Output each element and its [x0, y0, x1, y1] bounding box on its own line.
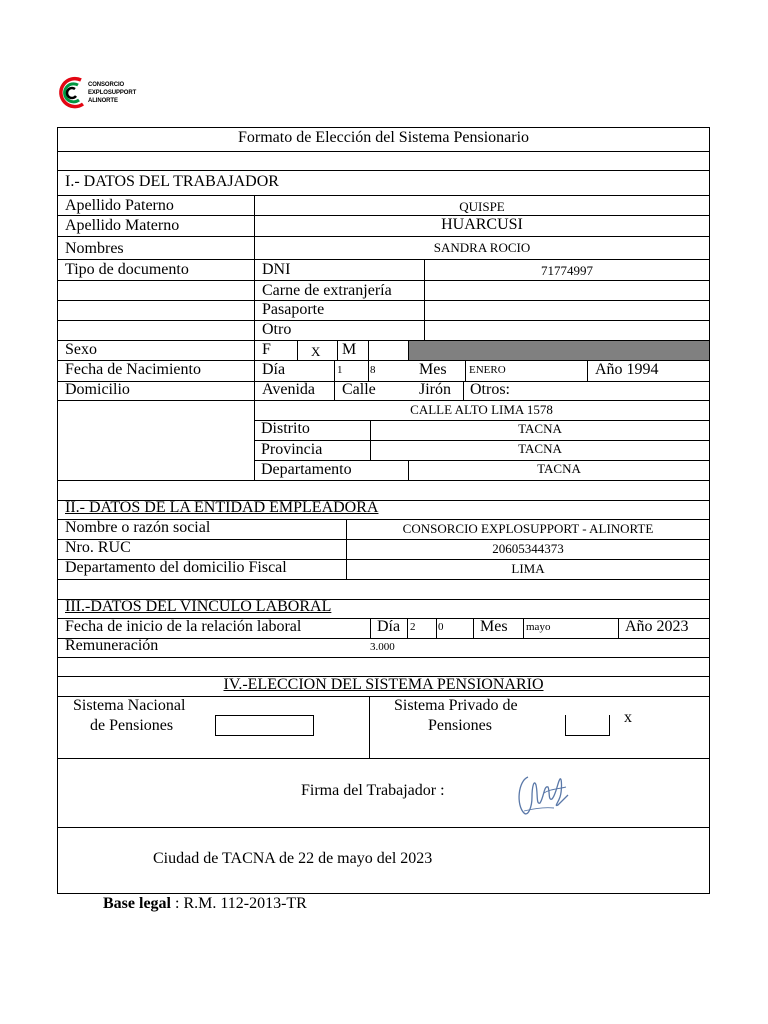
sexo-row — [58, 341, 709, 361]
inicio-row — [58, 619, 709, 639]
nac-dia-digit2-value: 8 — [370, 364, 376, 376]
nac-mes-value-cell[interactable] — [465, 361, 587, 381]
base-legal-label: Base legal — [103, 895, 171, 912]
sexo-f-mark: X — [311, 344, 321, 359]
logo-wordmark — [88, 81, 136, 105]
apellido-materno-row — [58, 216, 709, 237]
dom-calle[interactable] — [334, 382, 409, 400]
base-legal-value: : R.M. 112-2013-TR — [171, 895, 307, 912]
ruc-value-cell[interactable] — [346, 540, 709, 559]
apellido-paterno-row — [58, 196, 709, 216]
apellido-paterno-cell[interactable] — [254, 196, 709, 215]
firma-row — [58, 759, 709, 828]
dom-otros-label: Otros: — [470, 381, 510, 398]
inicio-dia-digit1[interactable] — [407, 619, 436, 638]
razon-row — [58, 520, 709, 540]
inicio-dia-digit2-value: 0 — [438, 621, 444, 633]
razon-value-cell[interactable] — [346, 520, 709, 539]
section3-heading: III.-DATOS DEL VINCULO LABORAL — [65, 598, 332, 615]
blank-row — [58, 481, 709, 501]
sexo-gray-filler — [408, 341, 709, 360]
domicilio-type-row — [58, 382, 709, 401]
section2-heading-row — [58, 501, 709, 520]
snp-checkbox[interactable] — [215, 715, 314, 736]
departamento-row — [58, 461, 709, 481]
departamento-value-cell[interactable] — [408, 461, 709, 480]
sexo-m-cell — [337, 341, 368, 360]
tipo-doc-label: Tipo de documento — [65, 261, 189, 278]
spp-label-line1: Sistema Privado de — [394, 697, 518, 714]
ruc-label: Nro. RUC — [65, 539, 131, 556]
distrito-row — [254, 421, 709, 441]
spp-mark: x — [624, 709, 632, 726]
remuneracion-value-cell[interactable] — [370, 639, 709, 657]
form-title: Formato de Elección del Sistema Pensionario — [237, 129, 530, 146]
depto-fiscal-label: Departamento del domicilio Fiscal — [65, 559, 287, 576]
depto-fiscal-row — [58, 560, 709, 580]
doc-option-otro[interactable] — [254, 321, 424, 340]
nac-mes-label-cell — [413, 361, 465, 381]
carne-value-cell[interactable] — [424, 281, 709, 300]
nombres-label: Nombres — [65, 240, 124, 257]
doc-pasaporte-row — [58, 301, 709, 321]
eleccion-row — [58, 697, 709, 759]
otro-value-cell[interactable] — [424, 321, 709, 340]
blank-row — [58, 580, 709, 600]
inicio-dia-label-cell — [370, 619, 407, 638]
base-legal — [103, 895, 307, 913]
inicio-mes-label: Mes — [480, 618, 508, 635]
direccion-row[interactable] — [254, 401, 709, 421]
inicio-dia-digit2[interactable] — [436, 619, 473, 638]
nombres-row — [58, 237, 709, 260]
nac-dia-label: Día — [262, 361, 286, 378]
doc-option-carne-label: Carne de extranjería — [262, 282, 392, 299]
inicio-label: Fecha de inicio de la relación laboral — [65, 618, 302, 635]
snp-label-line2: de Pensiones — [90, 717, 174, 734]
section3-heading-row — [58, 600, 709, 619]
dni-value-cell[interactable] — [424, 260, 709, 280]
sexo-m-checkbox[interactable] — [368, 341, 408, 360]
remuneracion-value: 3.000 — [370, 641, 395, 653]
logo-line-3: ALINORTE — [88, 98, 118, 104]
logo-swirl-icon — [57, 74, 87, 112]
pasaporte-value-cell[interactable] — [424, 301, 709, 320]
nombres-value: SANDRA ROCIO — [433, 240, 531, 255]
provincia-label: Provincia — [261, 441, 323, 458]
dom-otros[interactable] — [463, 382, 709, 400]
blank-row — [58, 658, 709, 677]
blank-row — [58, 152, 709, 171]
dni-value: 71774997 — [541, 263, 593, 278]
section2-heading: II.- DATOS DE LA ENTIDAD EMPLEADORA — [65, 499, 379, 516]
nac-dia-label-cell — [254, 361, 334, 381]
section4-heading: IV.-ELECCION DEL SISTEMA PENSIONARIO — [223, 676, 544, 693]
doc-otro-row — [58, 321, 709, 341]
nac-anio-text: Año 1994 — [595, 361, 659, 378]
provincia-value: TACNA — [518, 441, 562, 456]
departamento-value: TACNA — [537, 461, 581, 476]
distrito-label: Distrito — [261, 420, 310, 437]
spp-cell — [369, 697, 709, 758]
departamento-inner — [254, 461, 709, 480]
apellido-materno-label: Apellido Materno — [65, 217, 180, 234]
dom-jiron[interactable] — [409, 382, 463, 400]
spp-label-line2: Pensiones — [428, 717, 492, 734]
nombres-cell[interactable] — [254, 237, 709, 259]
provincia-value-cell[interactable] — [370, 441, 709, 460]
nac-anio-cell[interactable] — [587, 361, 709, 381]
sexo-f-checkbox[interactable] — [297, 341, 337, 360]
remuneracion-row — [58, 639, 709, 658]
departamento-label: Departamento — [261, 461, 352, 478]
doc-option-dni-label: DNI — [262, 261, 291, 278]
inicio-anio-cell[interactable] — [618, 619, 709, 638]
dom-calle-label: Calle — [342, 381, 376, 398]
firma-label: Firma del Trabajador : — [301, 782, 445, 799]
distrito-value: TACNA — [518, 421, 562, 436]
logo-line-1: CONSORCIO — [88, 82, 125, 88]
sexo-label: Sexo — [65, 341, 97, 358]
nacimiento-row — [58, 361, 709, 382]
doc-option-otro-label: Otro — [262, 321, 292, 338]
doc-option-pasaporte-label: Pasaporte — [262, 301, 325, 318]
ciudad-fecha: Ciudad de TACNA de 22 de mayo del 2023 — [153, 850, 433, 867]
inicio-dia-label: Día — [377, 618, 401, 635]
doc-dni-row — [58, 260, 709, 281]
section1-heading: I.- DATOS DEL TRABAJADOR — [65, 173, 279, 190]
razon-label: Nombre o razón social — [65, 519, 211, 536]
logo-line-2: EXPLOSUPPORT — [88, 90, 137, 96]
apellido-materno-value: HUARCUSI — [441, 216, 523, 233]
provincia-row — [254, 441, 709, 461]
domicilio-label: Domicilio — [65, 381, 130, 398]
razon-value: CONSORCIO EXPLOSUPPORT - ALINORTE — [402, 521, 654, 536]
snp-label-line1: Sistema Nacional — [73, 697, 186, 714]
snp-cell — [58, 697, 369, 758]
title-row — [58, 128, 709, 152]
doc-option-carne[interactable] — [254, 281, 424, 300]
inicio-mes-value: mayo — [526, 621, 551, 633]
spp-checkbox[interactable] — [565, 715, 610, 736]
section4-heading-row — [58, 677, 709, 697]
direccion-value: CALLE ALTO LIMA 1578 — [410, 402, 553, 417]
inicio-dia-digit1-value: 2 — [410, 621, 416, 633]
ruc-row — [58, 540, 709, 560]
nac-dia-digit1[interactable] — [334, 361, 368, 381]
dom-avenida[interactable] — [254, 382, 334, 400]
ruc-value: 20605344373 — [492, 541, 564, 556]
apellido-materno-cell[interactable] — [254, 216, 709, 236]
remuneracion-label: Remuneración — [65, 637, 159, 654]
apellido-paterno-label: Apellido Paterno — [65, 197, 174, 214]
pension-form — [57, 127, 710, 894]
section1-heading-row — [58, 171, 709, 196]
signature-icon — [514, 767, 572, 819]
company-logo — [57, 74, 167, 112]
nac-dia-digit2[interactable] — [368, 361, 413, 381]
nac-dia-digit1-value: 1 — [337, 364, 343, 376]
doc-carne-row — [58, 281, 709, 301]
inicio-anio-text: Año 2023 — [625, 618, 689, 635]
inicio-mes-value-cell[interactable] — [523, 619, 618, 638]
doc-option-pasaporte[interactable] — [254, 301, 424, 320]
sexo-m-label: M — [342, 341, 357, 358]
dom-avenida-label: Avenida — [262, 381, 316, 398]
sexo-f-label: F — [262, 341, 271, 358]
nac-mes-value: ENERO — [469, 364, 506, 376]
depto-fiscal-value-cell[interactable] — [346, 560, 709, 579]
dom-jiron-label: Jirón — [419, 381, 451, 398]
nac-mes-label: Mes — [419, 361, 447, 378]
depto-fiscal-value: LIMA — [511, 561, 545, 576]
apellido-paterno-value: QUISPE — [459, 199, 505, 214]
inicio-mes-label-cell — [473, 619, 523, 638]
distrito-value-cell[interactable] — [370, 421, 709, 440]
sexo-f-cell — [254, 341, 297, 360]
nacimiento-label: Fecha de Nacimiento — [65, 361, 201, 378]
doc-option-dni[interactable] — [254, 260, 424, 280]
